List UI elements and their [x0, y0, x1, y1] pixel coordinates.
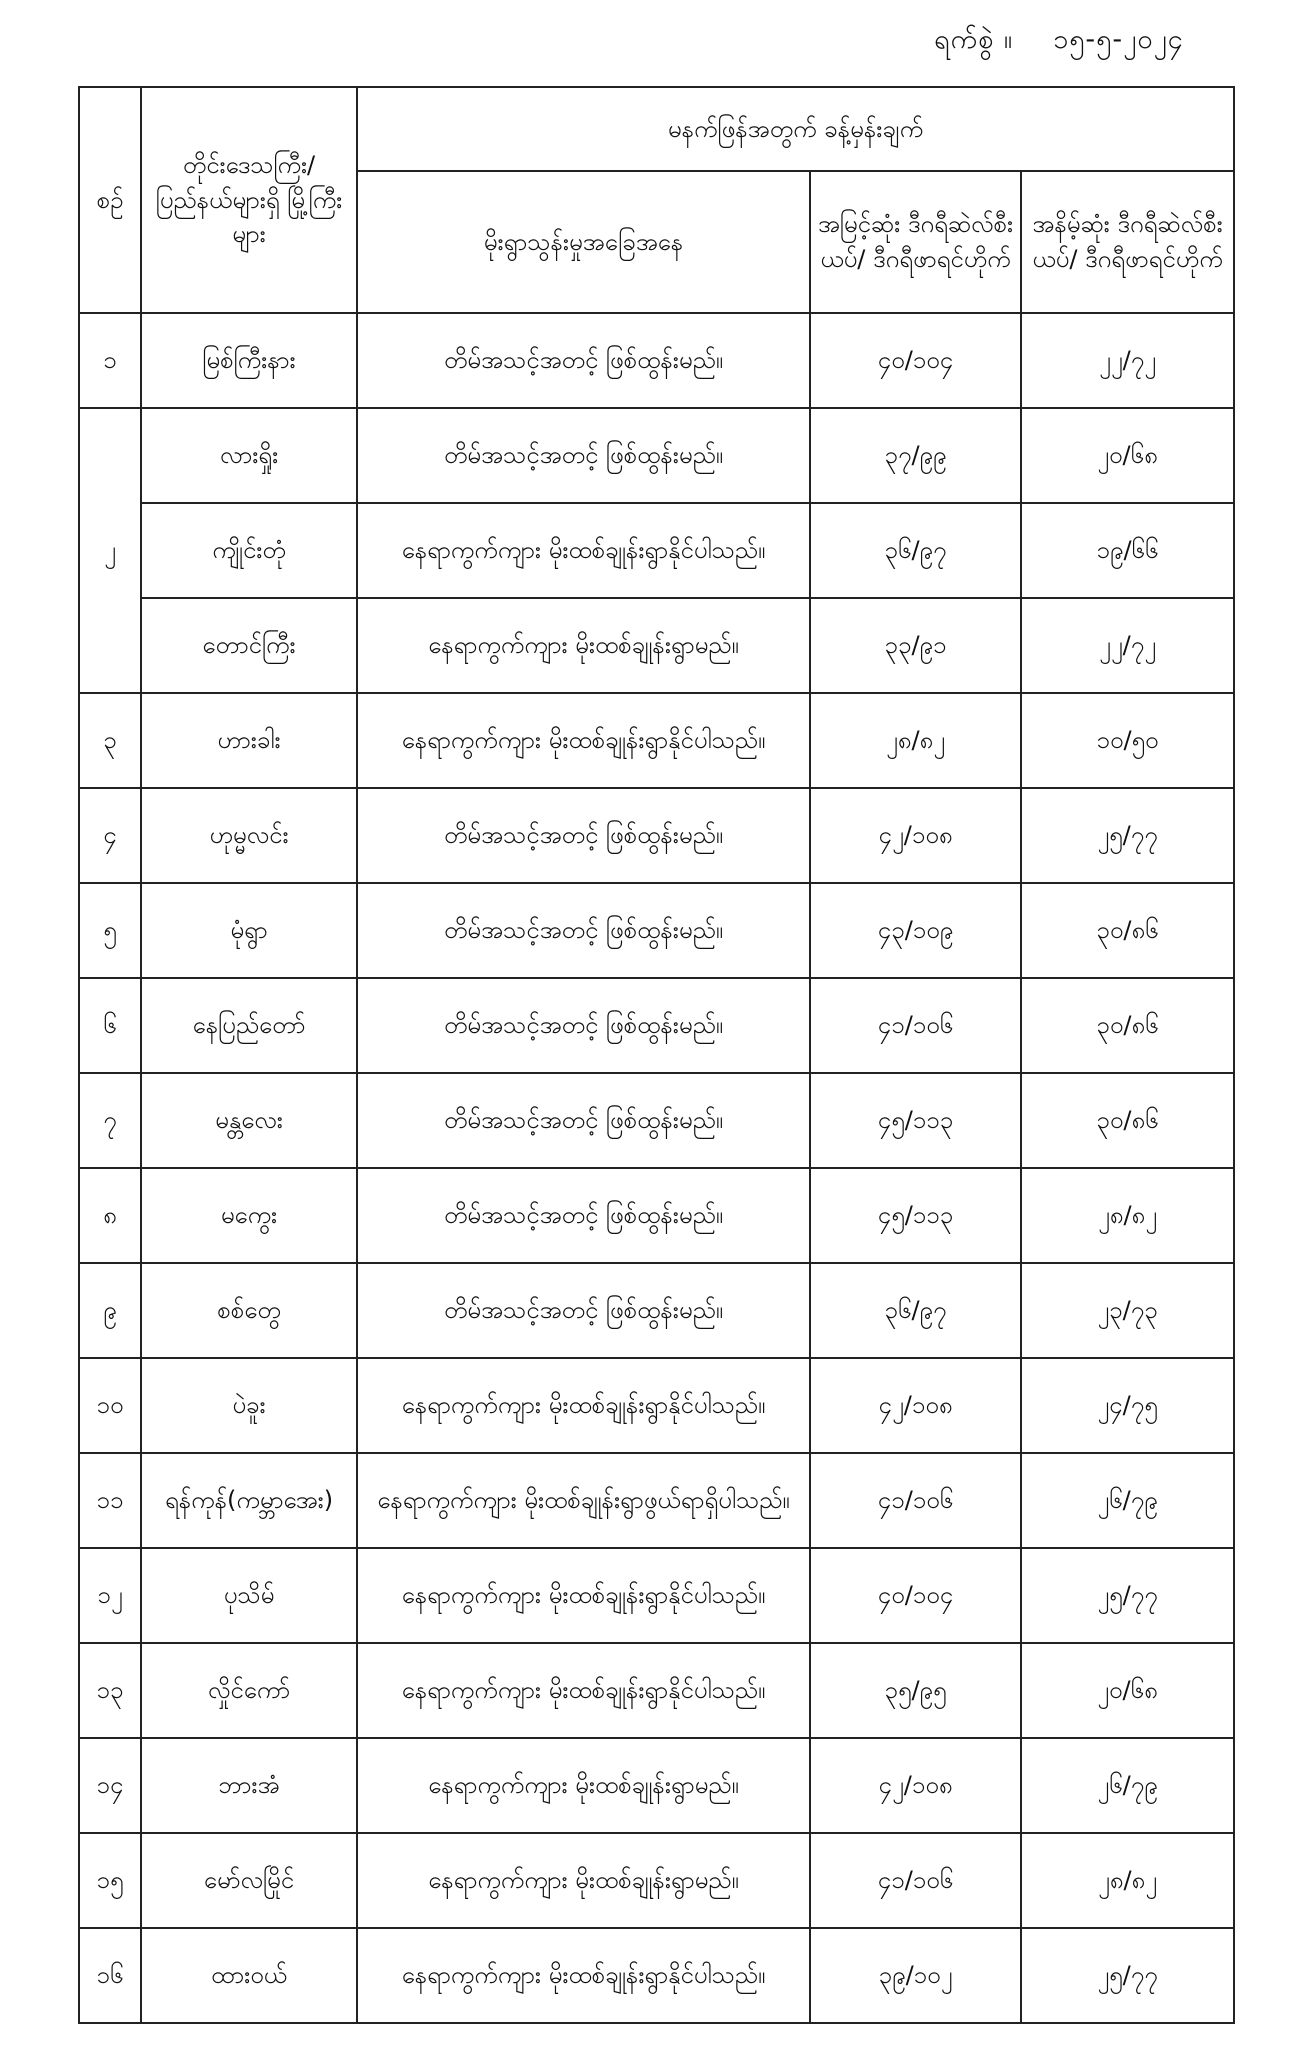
min-temp: ၂၂/၇၂ — [1021, 598, 1234, 693]
table-row — [79, 693, 1234, 788]
row-number: ၁၀ — [79, 1358, 141, 1453]
min-temp: ၂၅/၇၇ — [1021, 1928, 1234, 2023]
condition: တိမ်အသင့်အတင့် ဖြစ်ထွန်းမည်။ — [357, 883, 810, 978]
table-row — [79, 883, 1234, 978]
table-row — [79, 598, 1234, 693]
col-header-min-temp: အနိမ့်ဆုံး ဒီဂရီဆဲလ်စီးယပ်/ ဒီဂရီဖာရင်ဟိုက် — [1021, 171, 1234, 313]
condition: နေရာကွက်ကျား မိုးထစ်ချုန်းရွာနိုင်ပါသည်။ — [357, 1928, 810, 2023]
row-number: ၃ — [79, 693, 141, 788]
city-name: ရန်ကုန်(ကမ္ဘာအေး) — [141, 1453, 357, 1548]
min-temp: ၂၂/၇၂ — [1021, 313, 1234, 408]
col-header-max-temp: အမြင့်ဆုံး ဒီဂရီဆဲလ်စီးယပ်/ ဒီဂရီဖာရင်ဟိုက် — [810, 171, 1021, 313]
min-temp: ၃၀/၈၆ — [1021, 1073, 1234, 1168]
table-row — [79, 1928, 1234, 2023]
city-name: မန္တလေး — [141, 1073, 357, 1168]
city-name: ပဲခူး — [141, 1358, 357, 1453]
condition: နေရာကွက်ကျား မိုးထစ်ချုန်းရွာနိုင်ပါသည်။ — [357, 1548, 810, 1643]
max-temp: ၄၁/၁၀၆ — [810, 978, 1021, 1073]
row-number: ၁၅ — [79, 1833, 141, 1928]
date-value: ၁၅-၅-၂၀၂၄ — [1053, 24, 1184, 55]
table-row — [79, 788, 1234, 883]
city-name: ဟားခါး — [141, 693, 357, 788]
condition: နေရာကွက်ကျား မိုးထစ်ချုန်းရွာဖွယ်ရာရှိပါသည်။ — [357, 1453, 810, 1548]
forecast-table — [78, 86, 1235, 2024]
min-temp: ၂၈/၈၂ — [1021, 1833, 1234, 1928]
city-name: စစ်တွေ — [141, 1263, 357, 1358]
min-temp: ၂၀/၆၈ — [1021, 408, 1234, 503]
max-temp: ၂၈/၈၂ — [810, 693, 1021, 788]
table-row — [79, 408, 1234, 503]
table-row — [79, 1263, 1234, 1358]
table-row — [79, 1073, 1234, 1168]
condition: တိမ်အသင့်အတင့် ဖြစ်ထွန်းမည်။ — [357, 1168, 810, 1263]
condition: နေရာကွက်ကျား မိုးထစ်ချုန်းရွာမည်။ — [357, 598, 810, 693]
max-temp: ၃၃/၉၁ — [810, 598, 1021, 693]
date-line — [934, 22, 1184, 62]
condition: တိမ်အသင့်အတင့် ဖြစ်ထွန်းမည်။ — [357, 788, 810, 883]
table-row — [79, 1833, 1234, 1928]
condition: တိမ်အသင့်အတင့် ဖြစ်ထွန်းမည်။ — [357, 978, 810, 1073]
max-temp: ၃၆/၉၇ — [810, 503, 1021, 598]
city-name: ကျိုင်းတုံ — [141, 503, 357, 598]
city-name: နေပြည်တော် — [141, 978, 357, 1073]
row-number: ၁၄ — [79, 1738, 141, 1833]
row-number: ၈ — [79, 1168, 141, 1263]
condition: နေရာကွက်ကျား မိုးထစ်ချုန်းရွာနိုင်ပါသည်။ — [357, 1358, 810, 1453]
col-header-city: တိုင်းဒေသကြီး/ ပြည်နယ်များရှိ မြို့ကြီးများ — [141, 87, 357, 313]
min-temp: ၂၀/၆၈ — [1021, 1643, 1234, 1738]
table-row — [79, 1548, 1234, 1643]
max-temp: ၄၀/၁၀၄ — [810, 313, 1021, 408]
row-number: ၉ — [79, 1263, 141, 1358]
table-row — [79, 1453, 1234, 1548]
condition: တိမ်အသင့်အတင့် ဖြစ်ထွန်းမည်။ — [357, 313, 810, 408]
max-temp: ၄၂/၁၀၈ — [810, 1358, 1021, 1453]
min-temp: ၂၃/၇၃ — [1021, 1263, 1234, 1358]
city-name: လှိုင်ကော် — [141, 1643, 357, 1738]
city-name: ဘားအံ — [141, 1738, 357, 1833]
city-name: မြစ်ကြီးနား — [141, 313, 357, 408]
max-temp: ၄၁/၁၀၆ — [810, 1833, 1021, 1928]
row-number: ၁ — [79, 313, 141, 408]
max-temp: ၄၀/၁၀၄ — [810, 1548, 1021, 1643]
max-temp: ၃၇/၉၉ — [810, 408, 1021, 503]
min-temp: ၂၆/၇၉ — [1021, 1738, 1234, 1833]
max-temp: ၃၆/၉၇ — [810, 1263, 1021, 1358]
row-number: ၁၁ — [79, 1453, 141, 1548]
city-name: မော်လမြိုင် — [141, 1833, 357, 1928]
min-temp: ၂၅/၇၇ — [1021, 1548, 1234, 1643]
city-name: လားရှိုး — [141, 408, 357, 503]
max-temp: ၄၃/၁၀၉ — [810, 883, 1021, 978]
table-row — [79, 978, 1234, 1073]
table-row — [79, 1358, 1234, 1453]
max-temp: ၄၁/၁၀၆ — [810, 1453, 1021, 1548]
condition: နေရာကွက်ကျား မိုးထစ်ချုန်းရွာမည်။ — [357, 1738, 810, 1833]
city-name: မုံရွာ — [141, 883, 357, 978]
min-temp: ၂၈/၈၂ — [1021, 1168, 1234, 1263]
table-row — [79, 1643, 1234, 1738]
condition: တိမ်အသင့်အတင့် ဖြစ်ထွန်းမည်။ — [357, 1263, 810, 1358]
min-temp: ၁၉/၆၆ — [1021, 503, 1234, 598]
table-row — [79, 503, 1234, 598]
row-number: ၄ — [79, 788, 141, 883]
row-number: ၁၂ — [79, 1548, 141, 1643]
max-temp: ၄၅/၁၁၃ — [810, 1073, 1021, 1168]
row-number: ၁၃ — [79, 1643, 141, 1738]
min-temp: ၂၆/၇၉ — [1021, 1453, 1234, 1548]
table-row — [79, 313, 1234, 408]
table-row — [79, 1738, 1234, 1833]
max-temp: ၄၂/၁၀၈ — [810, 788, 1021, 883]
max-temp: ၃၉/၁၀၂ — [810, 1928, 1021, 2023]
condition: တိမ်အသင့်အတင့် ဖြစ်ထွန်းမည်။ — [357, 1073, 810, 1168]
row-number: ၂ — [79, 408, 141, 693]
max-temp: ၃၅/၉၅ — [810, 1643, 1021, 1738]
col-header-forecast-group: မနက်ဖြန်အတွက် ခန့်မှန်းချက် — [357, 87, 1234, 171]
condition: နေရာကွက်ကျား မိုးထစ်ချုန်းရွာနိုင်ပါသည်။ — [357, 503, 810, 598]
row-number: ၅ — [79, 883, 141, 978]
max-temp: ၄၅/၁၁၃ — [810, 1168, 1021, 1263]
max-temp: ၄၂/၁၀၈ — [810, 1738, 1021, 1833]
row-number: ၆ — [79, 978, 141, 1073]
min-temp: ၁၀/၅၀ — [1021, 693, 1234, 788]
col-header-condition: မိုးရွာသွန်းမှုအခြေအနေ — [357, 171, 810, 313]
date-label: ရက်စွဲ ။ — [934, 24, 1014, 55]
table-row — [79, 1168, 1234, 1263]
col-header-no: စဉ် — [79, 87, 141, 313]
city-name: ဟုမ္မလင်း — [141, 788, 357, 883]
min-temp: ၂၄/၇၅ — [1021, 1358, 1234, 1453]
condition: နေရာကွက်ကျား မိုးထစ်ချုန်းရွာနိုင်ပါသည်။ — [357, 1643, 810, 1738]
row-number: ၇ — [79, 1073, 141, 1168]
condition: နေရာကွက်ကျား မိုးထစ်ချုန်းရွာနိုင်ပါသည်။ — [357, 693, 810, 788]
row-number: ၁၆ — [79, 1928, 141, 2023]
min-temp: ၃၀/၈၆ — [1021, 978, 1234, 1073]
condition: တိမ်အသင့်အတင့် ဖြစ်ထွန်းမည်။ — [357, 408, 810, 503]
condition: နေရာကွက်ကျား မိုးထစ်ချုန်းရွာမည်။ — [357, 1833, 810, 1928]
city-name: ထားဝယ် — [141, 1928, 357, 2023]
min-temp: ၃၀/၈၆ — [1021, 883, 1234, 978]
city-name: တောင်ကြီး — [141, 598, 357, 693]
city-name: မကွေး — [141, 1168, 357, 1263]
city-name: ပုသိမ် — [141, 1548, 357, 1643]
min-temp: ၂၅/၇၇ — [1021, 788, 1234, 883]
